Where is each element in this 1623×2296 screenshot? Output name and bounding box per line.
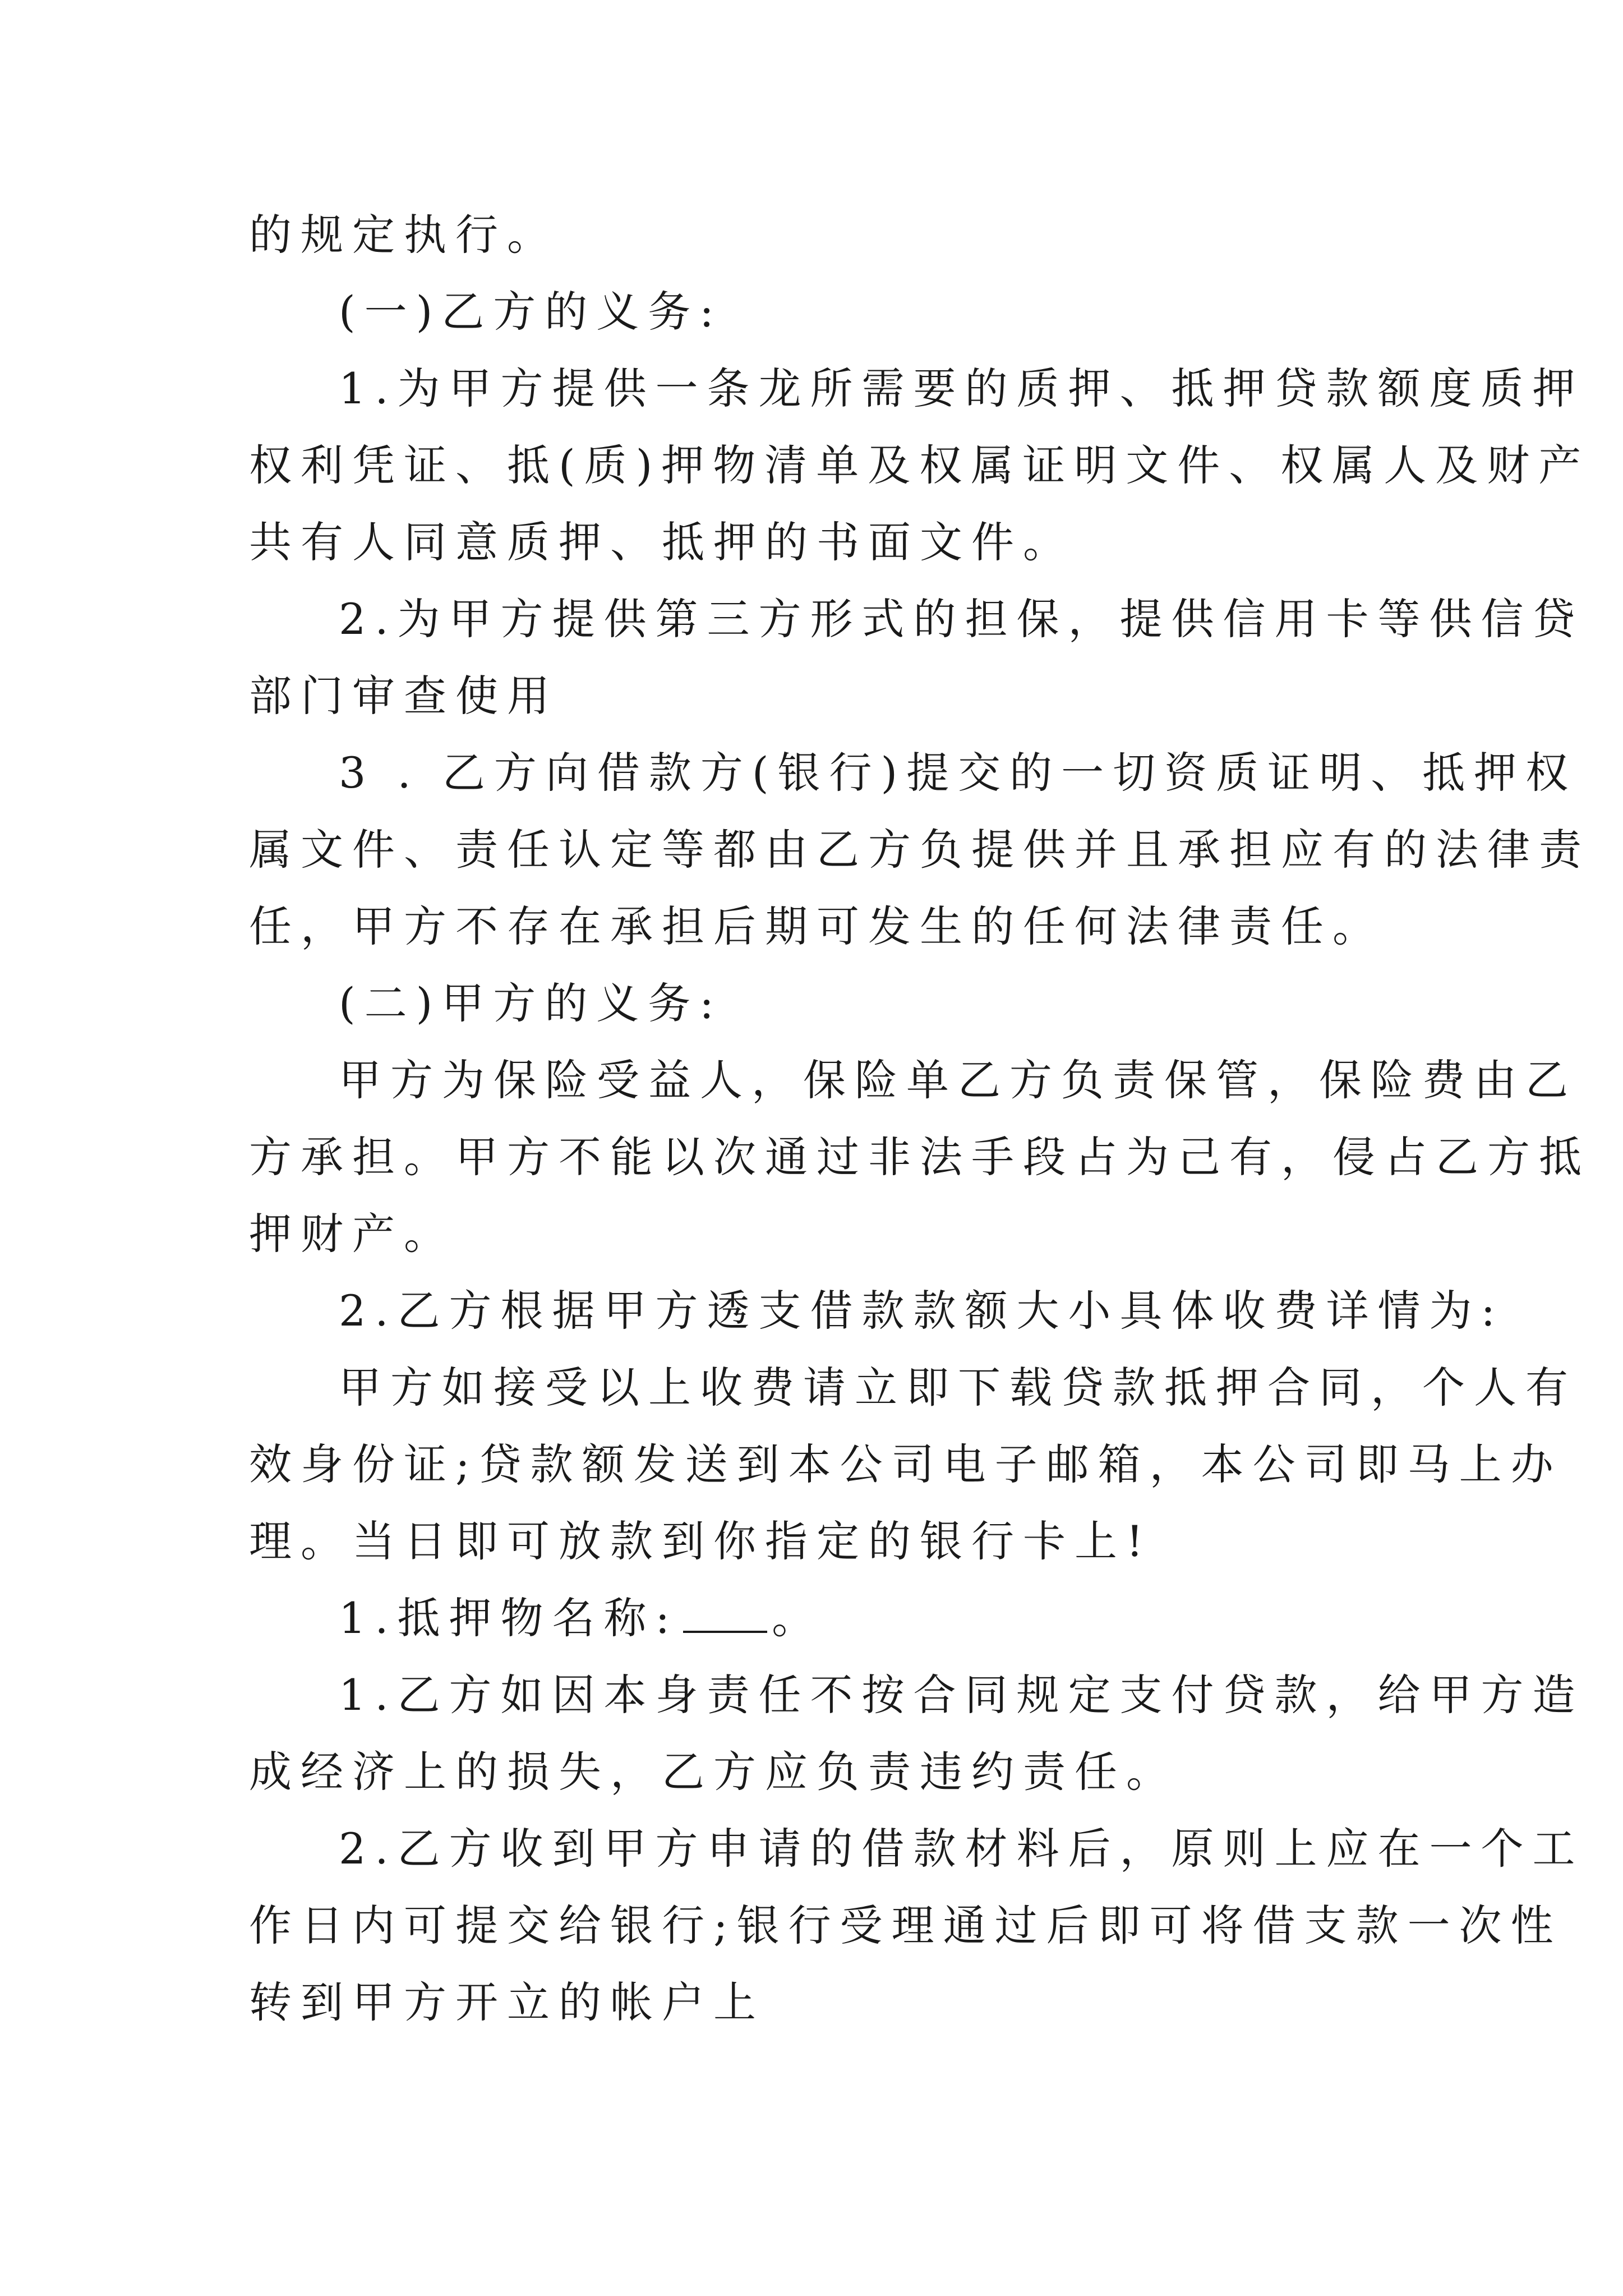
collateral-name-period: 。 <box>772 1593 824 1643</box>
text-line: 共有人同意质押、抵押的书面文件。 <box>249 517 1075 567</box>
section-heading: (一)乙方的义务: <box>339 287 723 337</box>
document-body <box>249 196 1590 2041</box>
collateral-name-label: 1.抵押物名称: <box>339 1593 679 1643</box>
text-line: 属文件、责任认定等都由乙方负提供并且承担应有的法律责 <box>249 825 1590 875</box>
text-line: 2.乙方收到甲方申请的借款材料后，原则上应在一个工 <box>339 1824 1584 1874</box>
text-line: 甲方如接受以上收费请立即下载贷款抵押合同，个人有 <box>339 1363 1577 1412</box>
text-line: 2.为甲方提供第三方形式的担保，提供信用卡等供信贷 <box>339 594 1584 644</box>
text-line: 权利凭证、抵(质)押物清单及权属证明文件、权属人及财产 <box>249 440 1590 490</box>
text-line: 1.乙方如因本身责任不按合同规定支付贷款，给甲方造 <box>339 1670 1584 1720</box>
collateral-name-blank <box>683 1597 767 1633</box>
text-line: 3 . 乙方向借款方(银行)提交的一切资质证明、抵押权 <box>339 748 1578 798</box>
text-line: 理。当日即可放款到你指定的银行卡上! <box>249 1516 1152 1566</box>
text-line: 的规定执行。 <box>249 210 559 260</box>
text-line: 部门审查使用 <box>249 671 559 721</box>
text-line: 作日内可提交给银行;银行受理通过后即可将借支款一次性 <box>249 1901 1562 1950</box>
text-line: 效身份证;贷款额发送到本公司电子邮箱，本公司即马上办 <box>249 1439 1562 1489</box>
collateral-name-line <box>249 1580 1387 1657</box>
text-line: 转到甲方开立的帐户上 <box>249 1977 765 2027</box>
text-line: 押财产。 <box>249 1209 455 1259</box>
text-line: 甲方为保险受益人，保险单乙方负责保管，保险费由乙 <box>339 1055 1577 1105</box>
text-line: 1.为甲方提供一条龙所需要的质押、抵押贷款额度质押 <box>339 364 1584 413</box>
text-line: 任，甲方不存在承担后期可发生的任何法律责任。 <box>249 901 1384 951</box>
text-line: 方承担。甲方不能以次通过非法手段占为己有，侵占乙方抵 <box>249 1132 1590 1182</box>
section-heading: (二)甲方的义务: <box>339 978 723 1028</box>
text-line: 成经济上的损失，乙方应负责违约责任。 <box>249 1747 1178 1797</box>
text-line: 2.乙方根据甲方透支借款款额大小具体收费详情为: <box>339 1286 1505 1336</box>
